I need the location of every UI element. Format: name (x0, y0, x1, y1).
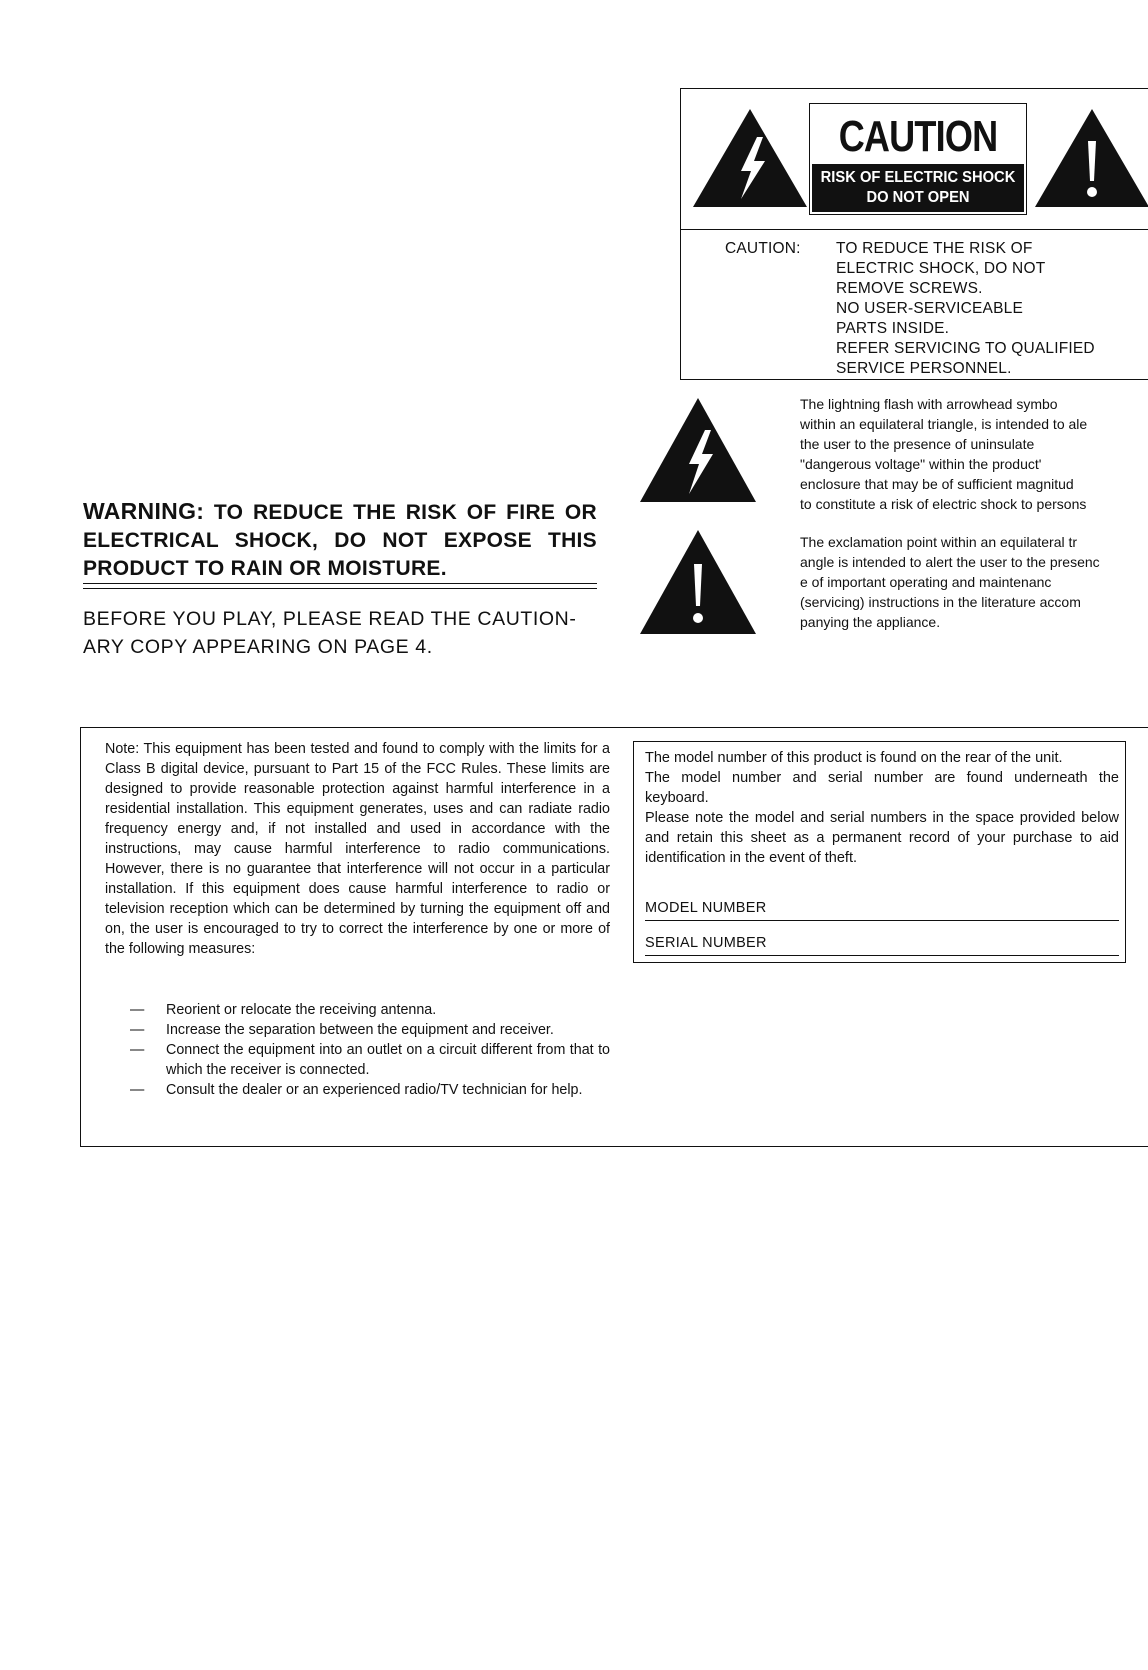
caution-box (680, 88, 1148, 380)
fcc-measures-list (130, 1000, 610, 1100)
warning-statement (83, 497, 597, 583)
exclamation-symbol-icon (638, 528, 758, 636)
explanation-line: The exclamation point within an equilateral tr (800, 534, 1078, 550)
caution-line: REMOVE SCREWS. (836, 280, 983, 297)
measure-text: Increase the separation between the equipment and receiver. (166, 1022, 554, 1038)
model-info-paragraph: The model number of this product is found on the rear of the unit. (645, 750, 1063, 766)
explanation-line: the user to the presence of uninsulate (800, 436, 1035, 452)
lightning-explanation (800, 394, 1148, 514)
model-info-paragraph: Please note the model and serial numbers in the space provided below and retain this sheet as a permanent record of your purchase to aid identification in the event of theft. (645, 810, 1119, 866)
caution-label (809, 103, 1027, 215)
caution-instructions-lines (836, 239, 1148, 379)
caution-title: CAUTION (838, 112, 998, 161)
measure-text: Connect the equipment into an outlet on a circuit different from that to which the receiver is connected. (166, 1042, 610, 1078)
caution-line: ELECTRIC SHOCK, DO NOT (836, 260, 1046, 277)
caution-line: NO USER-SERVICEABLE (836, 300, 1023, 317)
explanation-line: enclosure that may be of sufficient magnitud (800, 476, 1074, 492)
warning-text: TO REDUCE THE RISK OF FIRE OR ELECTRICAL SHOCK, DO NOT EXPOSE THIS PRODUCT TO RAIN OR MOISTURE. (83, 501, 597, 580)
fcc-note: Note: This equipment has been tested and found to comply with the limits for a Class B digital device, pursuant to Part 15 of the FCC Rules. These limits are designed to provide reasonable protection against harmful interference in a residential installation. This equipment generates, uses and can radiate radio frequency energy and, if not installed and used in accordance with the instructions, may cause harmful interference to radio communications. However, there is no guarantee that interference will not occur in a particular installation. If this equipment does cause harmful interference to radio or television reception which can be determined by turning the equipment off and on, the user is encouraged to try to correct the interference by one or more of the following measures: (105, 741, 610, 957)
serial-number-label: SERIAL NUMBER (645, 935, 767, 951)
warning-lead: WARNING: (83, 498, 205, 524)
caution-banner (812, 164, 1024, 212)
list-item (130, 1080, 610, 1100)
lightning-symbol-icon (638, 396, 758, 504)
dash: — (130, 1042, 145, 1058)
explanation-line: The lightning flash with arrowhead symbo (800, 396, 1058, 412)
exclamation-warning-icon (1033, 107, 1148, 209)
explanation-line: within an equilateral triangle, is intended to ale (800, 416, 1088, 432)
caution-line: SERVICE PERSONNEL. (836, 360, 1012, 377)
explanation-line: "dangerous voltage" within the product' (800, 456, 1042, 472)
caution-line: TO REDUCE THE RISK OF (836, 240, 1033, 257)
caution-instructions-label: CAUTION: (725, 240, 801, 257)
explanation-line: panying the appliance. (800, 614, 941, 630)
dash: — (130, 1022, 145, 1038)
caution-banner-line1: RISK OF ELECTRIC SHOCK (820, 169, 1016, 186)
explanation-line: (servicing) instructions in the literature accom (800, 594, 1081, 610)
explanation-line: e of important operating and maintenanc (800, 574, 1052, 590)
model-info-paragraph: The model number and serial number are found underneath the keyboard. (645, 770, 1119, 806)
explanation-line: angle is intended to alert the user to the presenc (800, 554, 1100, 570)
warning-double-rule (83, 583, 597, 589)
dash: — (130, 1002, 145, 1018)
model-number-label: MODEL NUMBER (645, 900, 767, 916)
model-info (645, 748, 1119, 868)
explanation-line: to constitute a risk of electric shock to persons (800, 496, 1087, 512)
list-item (130, 1020, 610, 1040)
model-number-field (645, 900, 1119, 921)
lightning-warning-icon (691, 107, 809, 209)
caution-divider (681, 229, 1148, 230)
serial-number-field (645, 935, 1119, 956)
measure-text: Consult the dealer or an experienced radio/TV technician for help. (166, 1082, 583, 1098)
before-play-notice: BEFORE YOU PLAY, PLEASE READ THE CAUTION-ARY COPY APPEARING ON PAGE 4. (83, 608, 577, 658)
dash: — (130, 1082, 145, 1098)
caution-line: REFER SERVICING TO QUALIFIED (836, 340, 1095, 357)
exclamation-explanation (800, 532, 1148, 632)
list-item (130, 1000, 610, 1020)
caution-banner-line2: DO NOT OPEN (866, 189, 970, 206)
measure-text: Reorient or relocate the receiving antenna. (166, 1002, 437, 1018)
caution-line: PARTS INSIDE. (836, 320, 950, 337)
list-item (130, 1040, 610, 1080)
